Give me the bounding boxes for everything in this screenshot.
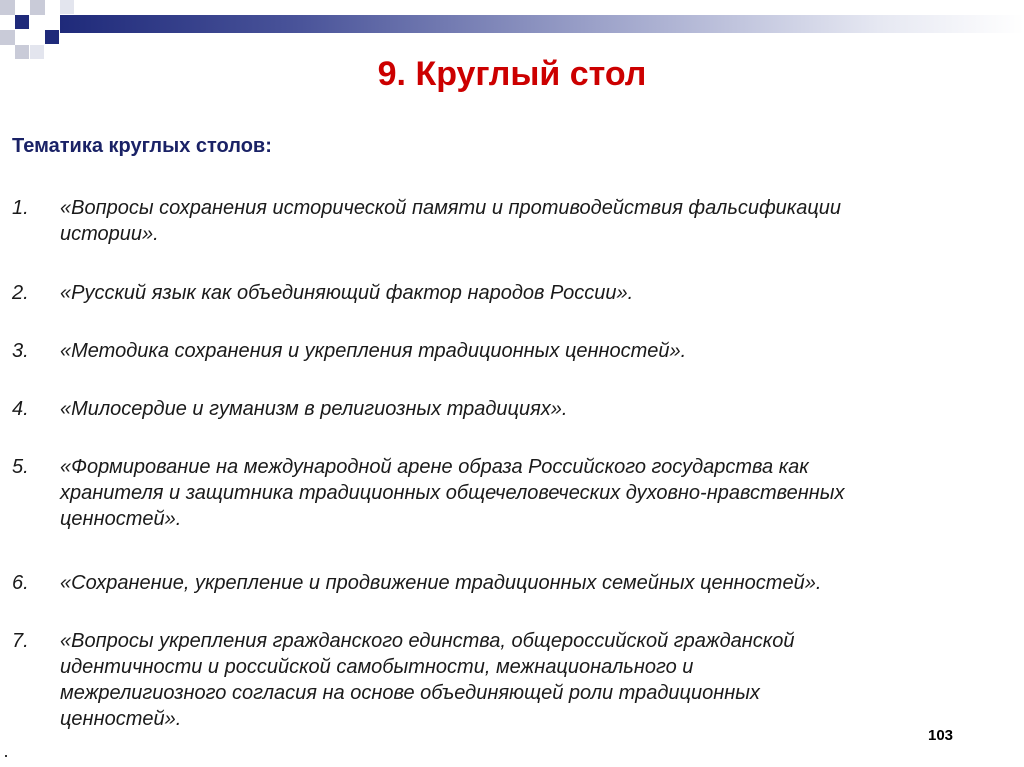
decor-square: [15, 15, 29, 29]
list-item-line: «Вопросы сохранения исторической памяти и противодействия фальсификации: [60, 197, 842, 219]
list-item-line: хранителя и защитника традиционных общечеловеческих духовно-нравственных: [60, 482, 845, 504]
list-item-text: [60, 628, 1010, 732]
list-item-text: [60, 396, 1010, 422]
header-gradient-band: [60, 15, 1024, 33]
list-item-line: идентичности и российской самобытности, межнационального и: [60, 656, 694, 678]
list-item-line: «Русский язык как объединяющий фактор народов России».: [60, 282, 634, 304]
list-item-line: «Сохранение, укрепление и продвижение традиционных семейных ценностей».: [60, 572, 822, 594]
decor-square: [45, 30, 59, 44]
decor-square: [30, 0, 45, 15]
list-item-number: 7.: [12, 630, 29, 652]
list-item-line: «Методика сохранения и укрепления традиционных ценностей».: [60, 340, 687, 362]
list-item-number: 1.: [12, 197, 29, 219]
decor-square: [60, 0, 74, 14]
list-item-text: [60, 454, 1010, 532]
list-item-line: «Вопросы укрепления гражданского единства, общероссийской гражданской: [60, 630, 795, 652]
list-item-line: межрелигиозного согласия на основе объединяющей роли традиционных: [60, 682, 760, 704]
decor-square: [0, 0, 15, 15]
list-item-text: [60, 280, 1010, 306]
slide-title: 9. Круглый стол: [377, 55, 647, 93]
list-item-number: 4.: [12, 398, 29, 420]
list-item-line: «Милосердие и гуманизм в религиозных традициях».: [60, 398, 568, 420]
list-item-line: ценностей».: [60, 708, 182, 730]
decor-dot: [5, 755, 7, 757]
list-item-number: 3.: [12, 340, 29, 362]
slide-subtitle: Тематика круглых столов:: [12, 135, 272, 157]
list-item-line: «Формирование на международной арене образа Российского государства как: [60, 456, 809, 478]
list-item-number: 6.: [12, 572, 29, 594]
list-item-line: истории».: [60, 223, 159, 245]
page-number: 103: [928, 727, 954, 744]
decor-square: [0, 30, 15, 45]
list-item-number: 5.: [12, 456, 29, 478]
list-item-number: 2.: [12, 282, 29, 304]
list-item-line: ценностей».: [60, 508, 182, 530]
list-item-text: [60, 195, 1010, 247]
list-item-text: [60, 570, 1010, 596]
list-item-text: [60, 338, 1010, 364]
